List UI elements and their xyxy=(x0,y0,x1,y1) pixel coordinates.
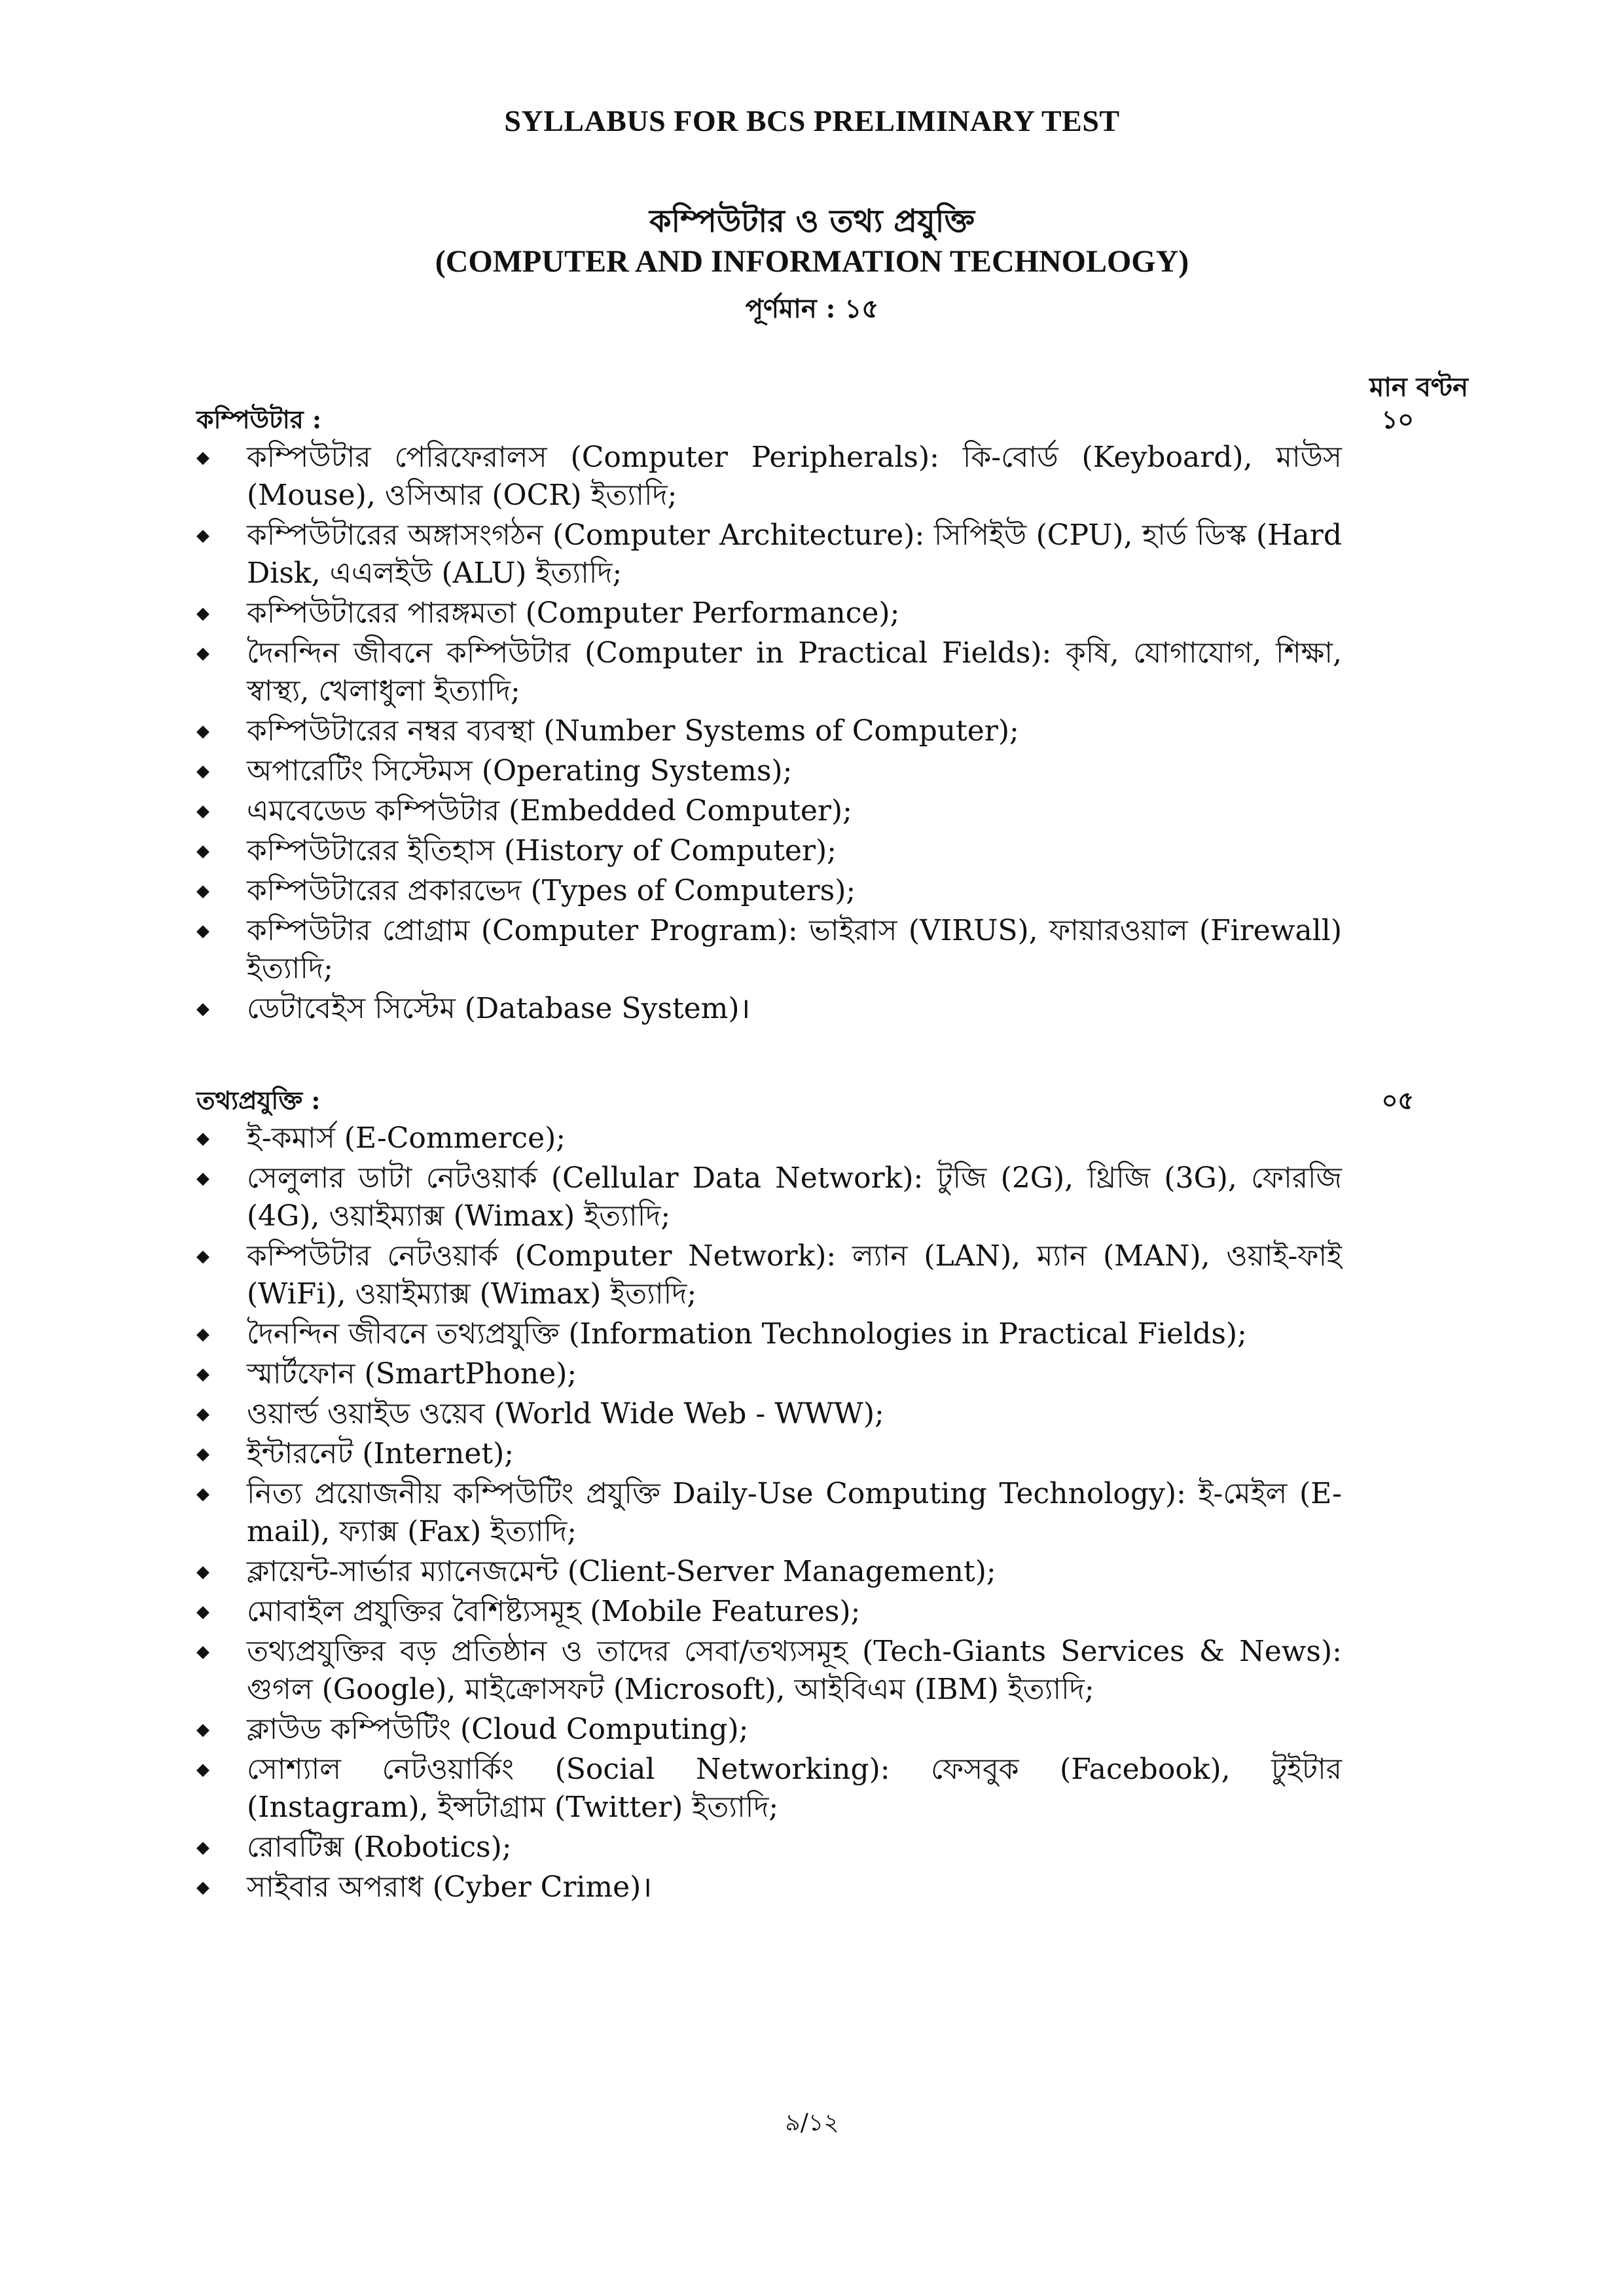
topic-text: ওয়ার্ল্ড ওয়াইড ওয়েব (World Wide Web - WWW); xyxy=(247,1397,884,1430)
topic-text: সাইবার অপরাধ (Cyber Crime)। xyxy=(247,1870,653,1904)
list-item xyxy=(196,1237,1342,1313)
topic-text: সেলুলার ডাটা নেটওয়ার্ক (Cellular Data Network): টুজি (2G), থ্রিজি (3G), ফোরজি (4G), ওয়াইম্যাক্স (Wimax) ইত্যাদি; xyxy=(247,1161,1342,1233)
list-item xyxy=(196,634,1342,710)
diamond-bullet-icon: ◆ xyxy=(196,1129,209,1148)
list-item xyxy=(196,439,1342,515)
diamond-bullet-icon: ◆ xyxy=(196,761,209,781)
list-item xyxy=(196,1435,1342,1473)
topic-list xyxy=(196,439,1342,1028)
diamond-bullet-icon: ◆ xyxy=(196,1562,209,1582)
section-marks: ১০ xyxy=(1381,405,1414,434)
list-item xyxy=(196,1593,1342,1631)
list-item xyxy=(196,1475,1342,1551)
topic-text: রোবটিক্স (Robotics); xyxy=(247,1831,512,1864)
topic-text: কম্পিউটার পেরিফেরালস (Computer Peripherals): কি-বোর্ড (Keyboard), মাউস (Mouse), ওসিআর (OCR) ইত্যাদি; xyxy=(247,441,1342,512)
topic-text: কম্পিউটার প্রোগ্রাম (Computer Program): ভাইরাস (VIRUS), ফায়ারওয়াল (Firewall) ইত্যাদি; xyxy=(247,914,1342,985)
subject-title-english: (COMPUTER AND INFORMATION TECHNOLOGY) xyxy=(435,244,1189,279)
section-heading: কম্পিউটার : xyxy=(196,405,321,434)
list-item xyxy=(196,872,1342,910)
list-item xyxy=(196,792,1342,830)
list-item xyxy=(196,832,1342,870)
diamond-bullet-icon: ◆ xyxy=(196,1760,209,1779)
topic-text: ডেটাবেইস সিস্টেম (Database System)। xyxy=(247,992,751,1025)
list-item xyxy=(196,594,1342,632)
diamond-bullet-icon: ◆ xyxy=(196,604,209,623)
topic-text: কম্পিউটার নেটওয়ার্ক (Computer Network): ল্যান (LAN), ম্যান (MAN), ওয়াই-ফাই (WiFi), ওয়াইম্যাক্স (Wimax) ইত্যাদি; xyxy=(247,1239,1342,1311)
diamond-bullet-icon: ◆ xyxy=(196,1720,209,1740)
diamond-bullet-icon: ◆ xyxy=(196,881,209,901)
subject-title-bangla: কম্পিউটার ও তথ্য প্রযুক্তি xyxy=(649,203,975,240)
list-item xyxy=(196,1120,1342,1157)
list-item xyxy=(196,912,1342,988)
list-item xyxy=(196,1395,1342,1433)
topic-text: ই-কমার্স (E-Commerce); xyxy=(247,1121,566,1155)
diamond-bullet-icon: ◆ xyxy=(196,1602,209,1622)
diamond-bullet-icon: ◆ xyxy=(196,1878,209,1897)
topic-text: স্মার্টফোন (SmartPhone); xyxy=(247,1357,577,1391)
diamond-bullet-icon: ◆ xyxy=(196,921,209,941)
full-marks: পূর্ণমান : ১৫ xyxy=(745,293,879,324)
list-item xyxy=(196,1355,1342,1393)
topic-list xyxy=(196,1120,1342,1906)
diamond-bullet-icon: ◆ xyxy=(196,448,209,467)
section-computer xyxy=(196,401,1414,1030)
list-item xyxy=(196,712,1342,750)
list-item xyxy=(196,1159,1342,1235)
topic-text: সোশ্যাল নেটওয়ার্কিং (Social Networking): ফেসবুক (Facebook), টুইটার (Instagram), ইন্সটাগ্রাম (Twitter) ইত্যাদি; xyxy=(247,1753,1342,1824)
topic-text: নিত্য প্রয়োজনীয় কম্পিউটিং প্রযুক্তি Daily-Use Computing Technology): ই-মেইল (E-mail), ফ্যাক্স (Fax) ইত্যাদি; xyxy=(247,1477,1342,1548)
list-item xyxy=(196,1868,1342,1906)
diamond-bullet-icon: ◆ xyxy=(196,801,209,821)
topic-text: এমবেডেড কম্পিউটার (Embedded Computer); xyxy=(247,794,852,828)
topic-text: দৈনন্দিন জীবনে কম্পিউটার (Computer in Practical Fields): কৃষি, যোগাযোগ, শিক্ষা, স্বাস্থ্য, খেলাধুলা ইত্যাদি; xyxy=(247,636,1342,708)
diamond-bullet-icon: ◆ xyxy=(196,1247,209,1266)
topic-text: ইন্টারনেট (Internet); xyxy=(247,1437,514,1470)
diamond-bullet-icon: ◆ xyxy=(196,644,209,663)
list-item xyxy=(196,990,1342,1028)
diamond-bullet-icon: ◆ xyxy=(196,1404,209,1424)
topic-text: তথ্যপ্রযুক্তির বড় প্রতিষ্ঠান ও তাদের সেবা/তথ্যসমূহ (Tech-Giants Services & News): গুগল (Google), মাইক্রোসফট (Microsoft), আইবিএম (IBM) ইত্যাদি; xyxy=(247,1635,1342,1706)
diamond-bullet-icon: ◆ xyxy=(196,526,209,545)
diamond-bullet-icon: ◆ xyxy=(196,1364,209,1384)
topic-text: কম্পিউটারের পারঙ্গমতা (Computer Performance); xyxy=(247,596,900,630)
diamond-bullet-icon: ◆ xyxy=(196,1169,209,1188)
list-item xyxy=(196,1829,1342,1867)
topic-text: কম্পিউটারের প্রকারভেদ (Types of Computers); xyxy=(247,874,856,907)
list-item xyxy=(196,1711,1342,1749)
diamond-bullet-icon: ◆ xyxy=(196,1484,209,1504)
section-heading: তথ্যপ্রযুক্তি : xyxy=(196,1085,321,1115)
section-information-technology xyxy=(196,1082,1414,1908)
topic-text: মোবাইল প্রযুক্তির বৈশিষ্ট্যসমূহ (Mobile Features); xyxy=(247,1595,861,1628)
topic-text: কম্পিউটারের ইতিহাস (History of Computer); xyxy=(247,834,837,867)
list-item xyxy=(196,752,1342,790)
topic-text: ক্লাউড কম্পিউটিং (Cloud Computing); xyxy=(247,1713,749,1746)
list-item xyxy=(196,517,1342,592)
diamond-bullet-icon: ◆ xyxy=(196,1324,209,1344)
diamond-bullet-icon: ◆ xyxy=(196,721,209,741)
section-marks: ০৫ xyxy=(1381,1085,1414,1115)
page-number: ৯/১২ xyxy=(785,2109,839,2136)
list-item xyxy=(196,1553,1342,1591)
list-item xyxy=(196,1633,1342,1709)
topic-text: ক্লায়েন্ট-সার্ভার ম্যানেজমেন্ট (Client-Server Management); xyxy=(247,1555,996,1588)
diamond-bullet-icon: ◆ xyxy=(196,999,209,1019)
diamond-bullet-icon: ◆ xyxy=(196,1642,209,1662)
list-item xyxy=(196,1315,1342,1353)
diamond-bullet-icon: ◆ xyxy=(196,1444,209,1464)
topic-text: অপারেটিং সিস্টেমস (Operating Systems); xyxy=(247,754,793,788)
topic-text: দৈনন্দিন জীবনে তথ্যপ্রযুক্তি (Information Technologies in Practical Fields); xyxy=(247,1317,1247,1351)
topic-text: কম্পিউটারের নম্বর ব্যবস্থা (Number Systems of Computer); xyxy=(247,714,1019,748)
diamond-bullet-icon: ◆ xyxy=(196,841,209,861)
document-title: SYLLABUS FOR BCS PRELIMINARY TEST xyxy=(504,104,1120,137)
diamond-bullet-icon: ◆ xyxy=(196,1838,209,1857)
list-item xyxy=(196,1751,1342,1827)
marks-distribution-header: মান বণ্টন xyxy=(1369,372,1468,403)
topic-text: কম্পিউটারের অঙ্গাসংগঠন (Computer Architecture): সিপিইউ (CPU), হার্ড ডিস্ক (Hard Disk, এএলইউ (ALU) ইত্যাদি; xyxy=(247,519,1342,590)
